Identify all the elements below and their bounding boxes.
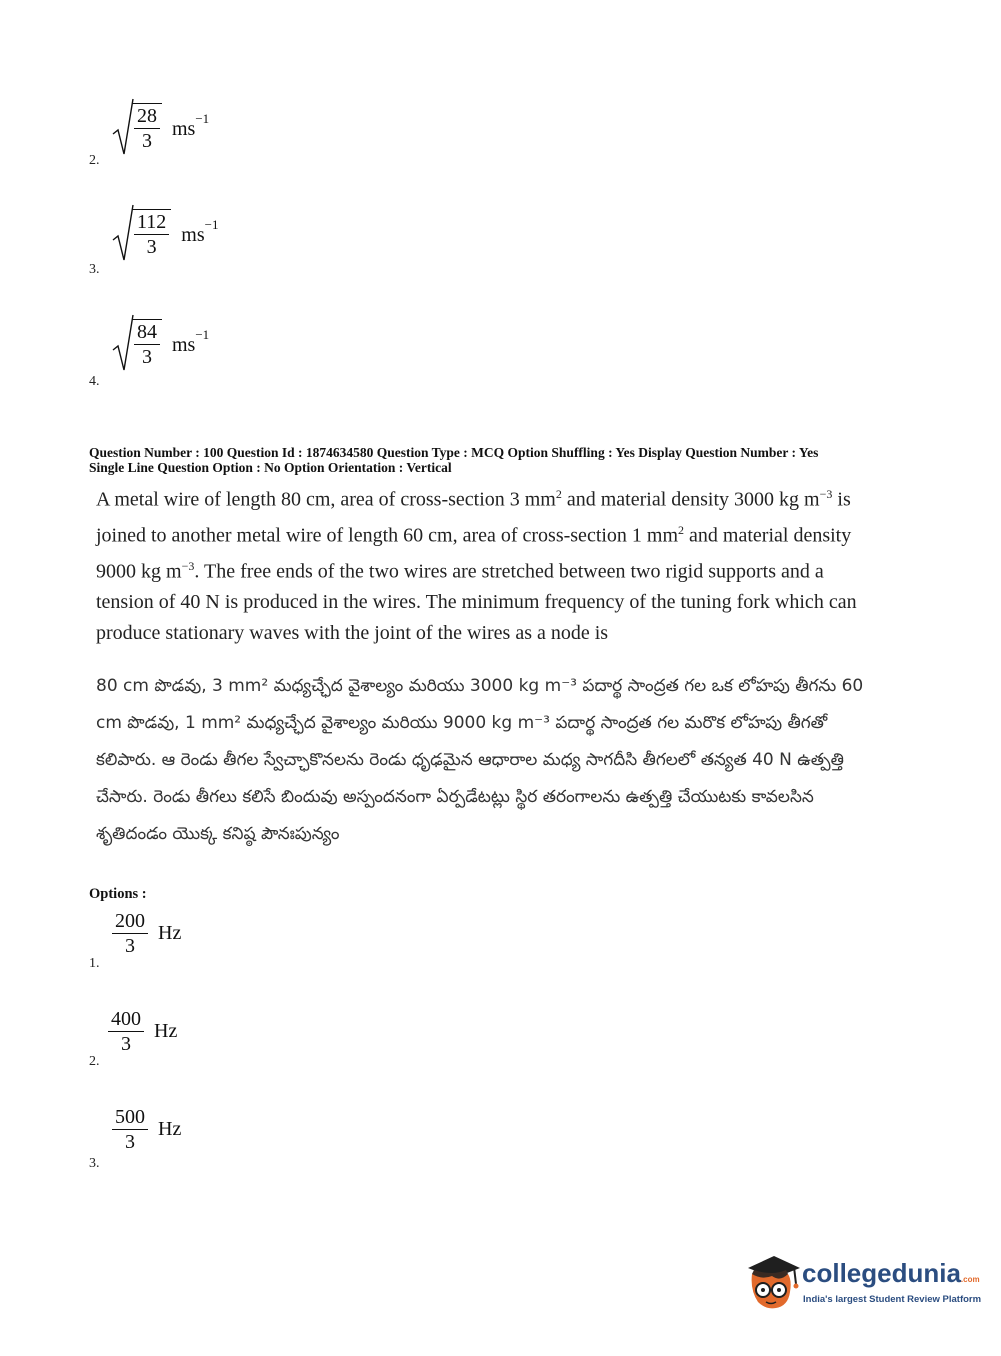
option-1 bbox=[112, 909, 181, 958]
denominator: 3 bbox=[125, 1131, 135, 1153]
numerator: 400 bbox=[108, 1007, 144, 1032]
unit-exponent: −1 bbox=[195, 111, 210, 127]
square-root-icon bbox=[112, 314, 134, 374]
unit: ms bbox=[181, 223, 205, 246]
option-2 bbox=[108, 1007, 177, 1056]
unit: ms bbox=[172, 117, 196, 140]
collegedunia-logo bbox=[742, 1250, 982, 1320]
denominator: 3 bbox=[125, 935, 135, 957]
unit-exponent: −1 bbox=[195, 327, 210, 343]
square-root-icon bbox=[112, 204, 134, 264]
question-text-english: A metal wire of length 80 cm, area of cross-section 3 $mm^2$ and material density 3000 kg $m^{-3}$ is joined to another metal wire of length 60 cm, area of cross-section 1 $mm^2$ and material density 9000 kg $m^{-3}$. The free ends of the two wires are stretched between two rigid supports and a tension of 40 N is produced in the wires. The minimum frequency of the tuning fork which can produce stationary waves with the joint of the wires as a node is bbox=[96, 487, 857, 644]
option-number: 1. bbox=[89, 956, 100, 971]
question-meta-line-1: Question Number : 100 Question Id : 1874634580 Question Type : MCQ Option Shuffling : Yes Display Question Number : Yes bbox=[89, 445, 819, 460]
unit: Hz bbox=[158, 1118, 182, 1140]
denominator: 3 bbox=[142, 346, 152, 368]
numerator: 112 bbox=[134, 210, 169, 235]
denominator: 3 bbox=[121, 1033, 131, 1055]
option-number: 3. bbox=[89, 1156, 100, 1171]
numerator: 28 bbox=[134, 104, 160, 129]
numerator: 84 bbox=[134, 320, 160, 345]
question-meta-line-2: Single Line Question Option : No Option Orientation : Vertical bbox=[89, 460, 452, 475]
option-number: 2. bbox=[89, 1054, 100, 1069]
option-number: 4. bbox=[89, 374, 100, 389]
square-root-icon bbox=[112, 98, 134, 158]
prev-option-2 bbox=[112, 98, 209, 158]
options-label: Options : bbox=[89, 886, 147, 902]
logo-tagline: India's largest Student Review Platform bbox=[803, 1294, 982, 1305]
question-text-telugu: 80 cm పొడవు, 3 mm² మధ్యచ్ఛేద వైశాల్యం మరియు 3000 kg m⁻³ పదార్థ సాంద్రత గల ఒక లోహపు తీగను 60 cm పొడవు, 1 mm² మధ్యచ్ఛేద వైశాల్యం మరియు 9000 kg m⁻³ పదార్థ సాంద్రత గల మరొక లోహపు తీగతో కలిపారు. ఆ రెండు తీగల స్వేచ్ఛాకొనలను రెండు ధృఢమైన ఆధారాల మధ్య సాగదీసి తీగలలో తన్యత 40 N ఉత్పత్తి చేసారు. రెండు తీగలు కలిసే బిందువు అస్పందనంగా ఏర్పడేటట్లు స్థిర తరంగాలను ఉత్పత్తి చేయుటకు కావలసిన శృతిదండం యొక్క కనిష్ఠ పౌనఃపున్యం bbox=[96, 676, 864, 844]
unit: ms bbox=[172, 333, 196, 356]
denominator: 3 bbox=[142, 130, 152, 152]
prev-option-4 bbox=[112, 314, 209, 374]
logo-wordmark: collegedunia.com bbox=[802, 1258, 980, 1288]
option-number: 3. bbox=[89, 262, 100, 277]
unit: Hz bbox=[154, 1020, 178, 1042]
option-3 bbox=[112, 1105, 181, 1154]
denominator: 3 bbox=[146, 236, 157, 258]
prev-option-3 bbox=[112, 204, 218, 264]
unit-exponent: −1 bbox=[204, 217, 219, 233]
option-number: 2. bbox=[89, 153, 100, 168]
numerator: 200 bbox=[112, 909, 148, 934]
student-mascot-icon bbox=[742, 1250, 802, 1320]
numerator: 500 bbox=[112, 1105, 148, 1130]
unit: Hz bbox=[158, 922, 182, 944]
